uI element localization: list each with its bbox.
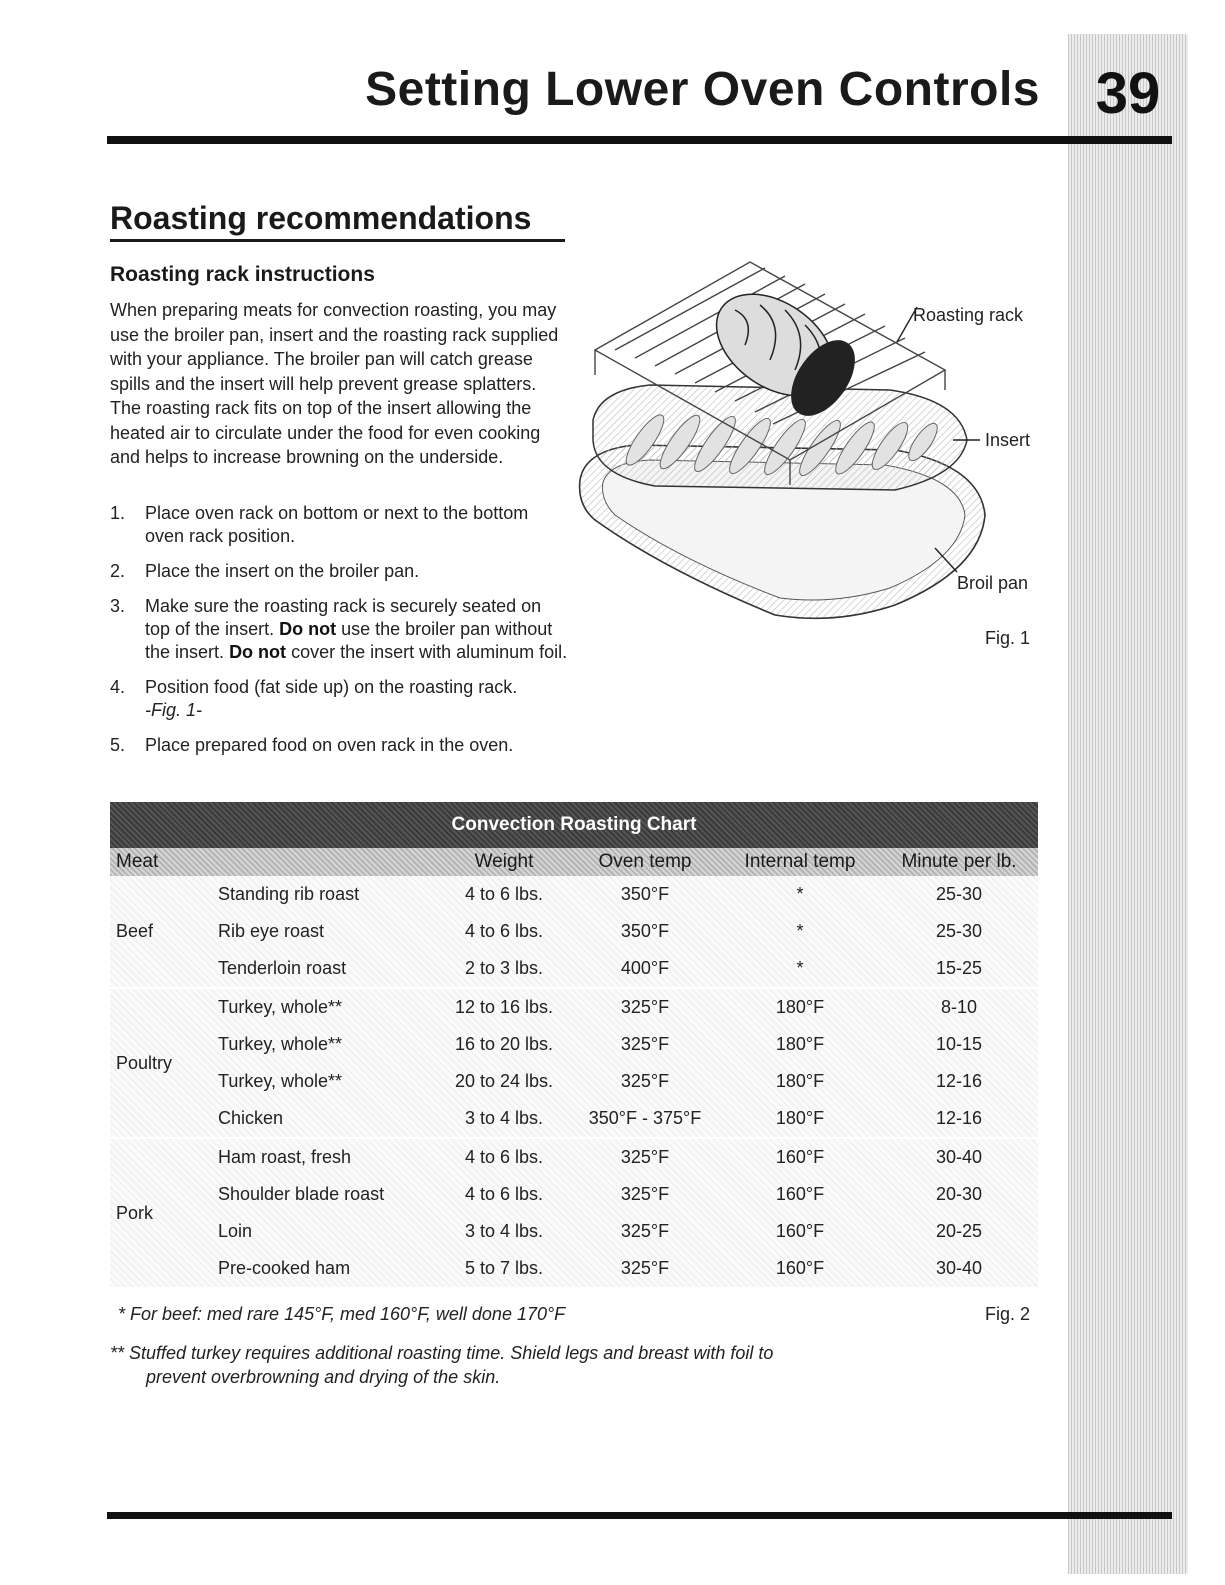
label-broil-pan: Broil pan xyxy=(957,573,1029,593)
table-row xyxy=(218,876,1038,913)
cell-minutes: 8-10 xyxy=(940,997,978,1017)
group-label: Beef xyxy=(116,921,154,941)
group-rows xyxy=(218,989,1038,1137)
cell-minutes: 10-15 xyxy=(935,1034,983,1054)
table-row xyxy=(218,913,1038,950)
cell-minutes: 30-40 xyxy=(935,1258,983,1278)
cell-oven-temp: 325°F xyxy=(620,1147,670,1167)
figure-caption: Fig. 1 xyxy=(985,628,1031,648)
table-row xyxy=(218,1250,1038,1287)
cell-minutes: 25-30 xyxy=(935,921,983,941)
header-oven-temp: Oven temp xyxy=(598,851,692,872)
cell-minutes: 12-16 xyxy=(935,1071,983,1091)
step-item xyxy=(110,734,570,757)
cell-cut: Loin xyxy=(218,1221,253,1241)
cell-cut: Rib eye roast xyxy=(218,921,325,941)
step-number: 4. xyxy=(110,677,126,697)
cell-oven-temp: 350°F - 375°F xyxy=(588,1108,702,1128)
cell-weight: 4 to 6 lbs. xyxy=(464,921,544,941)
cell-internal-temp: 180°F xyxy=(775,1108,825,1128)
cell-weight: 4 to 6 lbs. xyxy=(464,1184,544,1204)
table-row xyxy=(218,989,1038,1026)
step-text: Place oven rack on bottom or next to the bottom oven rack position. xyxy=(145,503,529,546)
cell-oven-temp: 325°F xyxy=(620,1258,670,1278)
chart-group-pork xyxy=(110,1139,1038,1289)
step-emphasis: Do not xyxy=(229,642,287,662)
roasting-rack-illustration xyxy=(575,250,1050,650)
cell-internal-temp: 160°F xyxy=(775,1147,825,1167)
cell-cut: Chicken xyxy=(218,1108,284,1128)
cell-weight: 3 to 4 lbs. xyxy=(464,1108,544,1128)
footer-divider xyxy=(107,1512,1172,1519)
step-text-part: Position food (fat side up) on the roasting rack. xyxy=(145,677,518,697)
table-row xyxy=(218,950,1038,987)
cell-cut: Pre-cooked ham xyxy=(218,1258,351,1278)
cell-minutes: 12-16 xyxy=(935,1108,983,1128)
instruction-steps xyxy=(110,502,570,769)
cell-weight: 20 to 24 lbs. xyxy=(454,1071,554,1091)
header-internal-temp: Internal temp xyxy=(744,851,856,872)
step-text xyxy=(145,595,570,664)
table-row xyxy=(218,1026,1038,1063)
turkey-footnote-line1: ** Stuffed turkey requires additional roasting time. Shield legs and breast with foil to xyxy=(110,1343,774,1363)
cell-oven-temp: 350°F xyxy=(620,884,670,904)
group-label: Poultry xyxy=(116,1052,173,1073)
cell-internal-temp: 160°F xyxy=(775,1221,825,1241)
chart-header-row xyxy=(110,848,1038,876)
section-title: Roasting recommendations xyxy=(110,200,565,242)
convection-roasting-chart xyxy=(110,802,1038,1289)
cell-cut: Turkey, whole** xyxy=(218,1034,343,1054)
step-text-part: Make sure the roasting rack is securely seated on top of the insert. xyxy=(145,596,542,639)
header-weight: Weight xyxy=(474,851,534,872)
figure-reference: -Fig. 1- xyxy=(145,700,203,720)
cell-cut: Turkey, whole** xyxy=(218,997,343,1017)
table-row xyxy=(218,1100,1038,1137)
intro-paragraph: When preparing meats for convection roasting, you may use the broiler pan, insert and the roasting rack supplied with your appliance. The broiler pan will catch grease spills and the insert will help prevent grease splatters. The roasting rack fits on top of the insert allowing the heated air to circulate under the food for even cooking and helps to increase browning on the underside. xyxy=(110,300,559,467)
cell-cut: Standing rib roast xyxy=(218,884,360,904)
cell-oven-temp: 325°F xyxy=(620,1184,670,1204)
cell-weight: 16 to 20 lbs. xyxy=(454,1034,554,1054)
cell-internal-temp: 160°F xyxy=(775,1184,825,1204)
side-tab-strip xyxy=(1068,34,1188,1574)
figure-2-caption: Fig. 2 xyxy=(985,1304,1031,1324)
group-label: Pork xyxy=(116,1202,154,1223)
header-meat: Meat xyxy=(116,851,159,872)
cell-weight: 5 to 7 lbs. xyxy=(464,1258,544,1278)
step-number: 3. xyxy=(110,596,126,616)
chart-group-beef xyxy=(110,876,1038,989)
cell-cut: Shoulder blade roast xyxy=(218,1184,385,1204)
cell-cut: Turkey, whole** xyxy=(218,1071,343,1091)
cell-internal-temp: 180°F xyxy=(775,997,825,1017)
cell-weight: 4 to 6 lbs. xyxy=(464,1147,544,1167)
step-emphasis: Do not xyxy=(279,619,337,639)
subsection-title: Roasting rack instructions xyxy=(110,263,375,286)
cell-internal-temp: 180°F xyxy=(775,1071,825,1091)
step-text xyxy=(145,676,570,722)
label-roasting-rack: Roasting rack xyxy=(913,305,1024,325)
cell-minutes: 20-30 xyxy=(935,1184,983,1204)
table-row xyxy=(218,1213,1038,1250)
cell-internal-temp: * xyxy=(796,884,804,904)
label-insert: Insert xyxy=(985,430,1031,450)
cell-oven-temp: 400°F xyxy=(620,958,670,978)
cell-internal-temp: * xyxy=(796,958,804,978)
step-text: Place the insert on the broiler pan. xyxy=(145,561,420,581)
chart-group-poultry xyxy=(110,989,1038,1139)
table-row xyxy=(218,1139,1038,1176)
cell-internal-temp: 180°F xyxy=(775,1034,825,1054)
header-divider xyxy=(107,136,1172,144)
group-rows xyxy=(218,876,1038,987)
group-rows xyxy=(218,1139,1038,1287)
header-minutes-per-lb: Minute per lb. xyxy=(901,851,1017,872)
cell-weight: 12 to 16 lbs. xyxy=(454,997,554,1017)
step-number: 5. xyxy=(110,735,126,755)
step-text: Place prepared food on oven rack in the oven. xyxy=(145,735,514,755)
cell-internal-temp: * xyxy=(796,921,804,941)
cell-minutes: 20-25 xyxy=(935,1221,983,1241)
cell-oven-temp: 325°F xyxy=(620,1071,670,1091)
cell-oven-temp: 350°F xyxy=(620,921,670,941)
turkey-footnote xyxy=(110,1341,880,1389)
cell-internal-temp: 160°F xyxy=(775,1258,825,1278)
page-title: Setting Lower Oven Controls xyxy=(365,63,1040,116)
table-row xyxy=(218,1176,1038,1213)
cell-oven-temp: 325°F xyxy=(620,1034,670,1054)
step-number: 1. xyxy=(110,503,126,523)
cell-weight: 4 to 6 lbs. xyxy=(464,884,544,904)
cell-minutes: 25-30 xyxy=(935,884,983,904)
beef-footnote: * For beef: med rare 145°F, med 160°F, well done 170°F xyxy=(118,1304,566,1324)
step-item xyxy=(110,502,570,548)
step-item xyxy=(110,560,570,583)
cell-cut: Ham roast, fresh xyxy=(218,1147,352,1167)
step-item xyxy=(110,595,570,664)
chart-title: Convection Roasting Chart xyxy=(110,802,1038,848)
cell-minutes: 15-25 xyxy=(935,958,983,978)
step-number: 2. xyxy=(110,561,126,581)
step-text-part: cover the insert with aluminum foil. xyxy=(291,642,568,662)
header-cut-spacer xyxy=(218,848,438,876)
table-row xyxy=(218,1063,1038,1100)
cell-oven-temp: 325°F xyxy=(620,1221,670,1241)
cell-weight: 2 to 3 lbs. xyxy=(464,958,544,978)
step-item xyxy=(110,676,570,722)
cell-cut: Tenderloin roast xyxy=(218,958,347,978)
cell-weight: 3 to 4 lbs. xyxy=(464,1221,544,1241)
cell-minutes: 30-40 xyxy=(935,1147,983,1167)
step-text-part: use the broiler pan without the insert. xyxy=(145,619,553,662)
page-number: 39 xyxy=(1095,61,1161,126)
cell-oven-temp: 325°F xyxy=(620,997,670,1017)
turkey-footnote-line2: prevent overbrowning and drying of the skin. xyxy=(146,1367,501,1387)
